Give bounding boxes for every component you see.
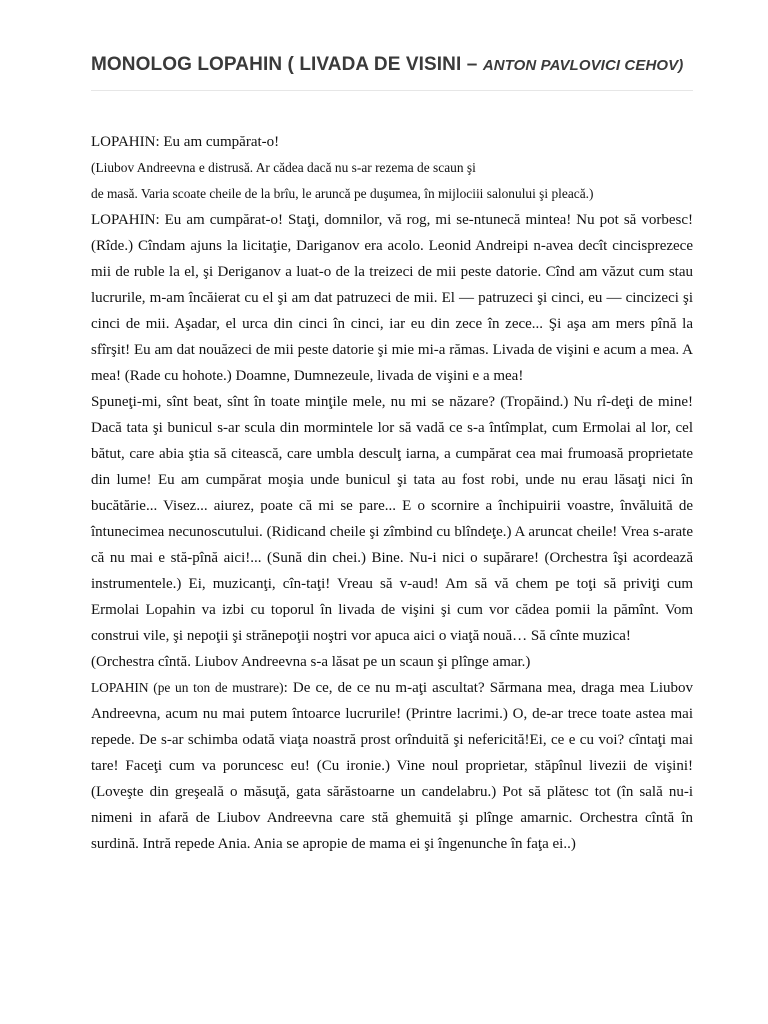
article-body [91,129,693,857]
article [91,0,693,857]
paragraph-text: : De ce, de ce nu m-aţi ascultat? Sărmana mea, draga mea Liubov Andreevna, acum nu mai putem întoarce lucrurile! (Printre lacrimi.) O, de-ar trece toate astea mai repede. De s-ar schimba odată viaţa noastră prost orînduită şi nefericită!Ei, ce e cu voi? cîntaţi mai tare! Faceţi cum va poruncesc eu! (Cu ironie.) Vine noul proprietar, stăpînul livezii de vişini! (Loveşte din greşeală o măsuţă, gata sărăstoarne un candelabru.) Pot să plătesc tot (în sală nu-i nimeni in afară de Liubov Andreevna care stă ghemuită şi plînge amarnic. Orchestra cîntă în surdină. Intră repede Ania. Ania se apropie de mama ei şi îngenunche în faţa ei..) [91,680,693,852]
paragraph: LOPAHIN: Eu am cumpărat-o! Staţi, domnilor, vă rog, mi se-ntunecă mintea! Nu pot să vorbesc! (Rîde.) Cîndam ajuns la licitaţie, Dariganov era acolo. Leonid Andreipi n-avea decît cincisprezece mii de ruble la el, şi Deriganov a luat-o de la treizeci de mii peste datorie. Cînd am văzut cum stau lucrurile, m-am încăierat cu el şi am dat patruzeci de mii. El — patruzeci şi cinci, eu — cincizeci şi cinci de mii. Aşadar, el urca din cinci în cinci, iar eu din zece în zece... Şi aşa am mers pînă la sfîrşit! Eu am dat nouăzeci de mii peste datorie şi mie mi-a rămas. Livada de vişini e acum a mea. A mea! (Rade cu hohote.) Doamne, Dumnezeule, livada de vişini e a mea! [91,212,693,384]
paragraph: (Liubov Andreevna e distrusă. Ar cădea dacă nu s-ar rezema de scaun şi [91,160,476,175]
speaker-direction: LOPAHIN (pe un ton de mustrare) [91,680,284,695]
paragraph: (Orchestra cîntă. Liubov Andreevna s-a lăsat pe un scaun şi plînge amar.) [91,654,531,670]
paragraph: Spuneţi-mi, sînt beat, sînt în toate minţile mele, nu mi se năzare? (Tropăind.) Nu rî-deţi de mine! Dacă tata şi bunicul s-ar scula din mormintele lor să vadă ce s-a întîmplat, cum Ermolai al lor, cel bătut, care abia ştia să citească, care umbla desculţ iarna, a cumpărat cea mai frumoasă proprietate din lume! Eu am cumpărat moşia unde bunicul şi tata au fost robi, unde nu erau lăsaţi nici în bucătărie... Visez... aiurez, poate că mi se pare... E o scornire a închipuirii voastre, învăluită de întunecimea necunoscutului. (Ridicand cheile şi zîmbind cu blîndeţe.) A aruncat cheile! Vrea s-arate că nu mai e stă-pînă aici!... (Sună din chei.) Bine. Nu-i nici o supărare! (Orchestra îşi acordează instrumentele.) Ei, muzicanţi, cîn-taţi! Vreau să v-aud! Am să vă chem pe toţi să priviţi cum Ermolai Lopahin va izbi cu toporul în livada de vişini şi cum vor cădea pomii la pămînt. Vom construi vile, şi nepoţii şi strănepoţii noştri vor apuca aici o viaţă nouă… Să cînte muzica! [91,394,693,644]
title-divider [91,90,693,91]
paragraph-final [91,675,693,857]
paragraph: LOPAHIN: Eu am cumpărat-o! [91,134,280,150]
title-main: MONOLOG LOPAHIN ( LIVADA DE VISINI – [91,54,483,75]
paragraph: de masă. Varia scoate cheile de la brîu, le aruncă pe duşumea, în mijlociii salonului şi pleacă.) [91,186,594,201]
page-title [91,0,693,83]
title-author: ANTON PAVLOVICI CEHOV) [482,57,684,74]
